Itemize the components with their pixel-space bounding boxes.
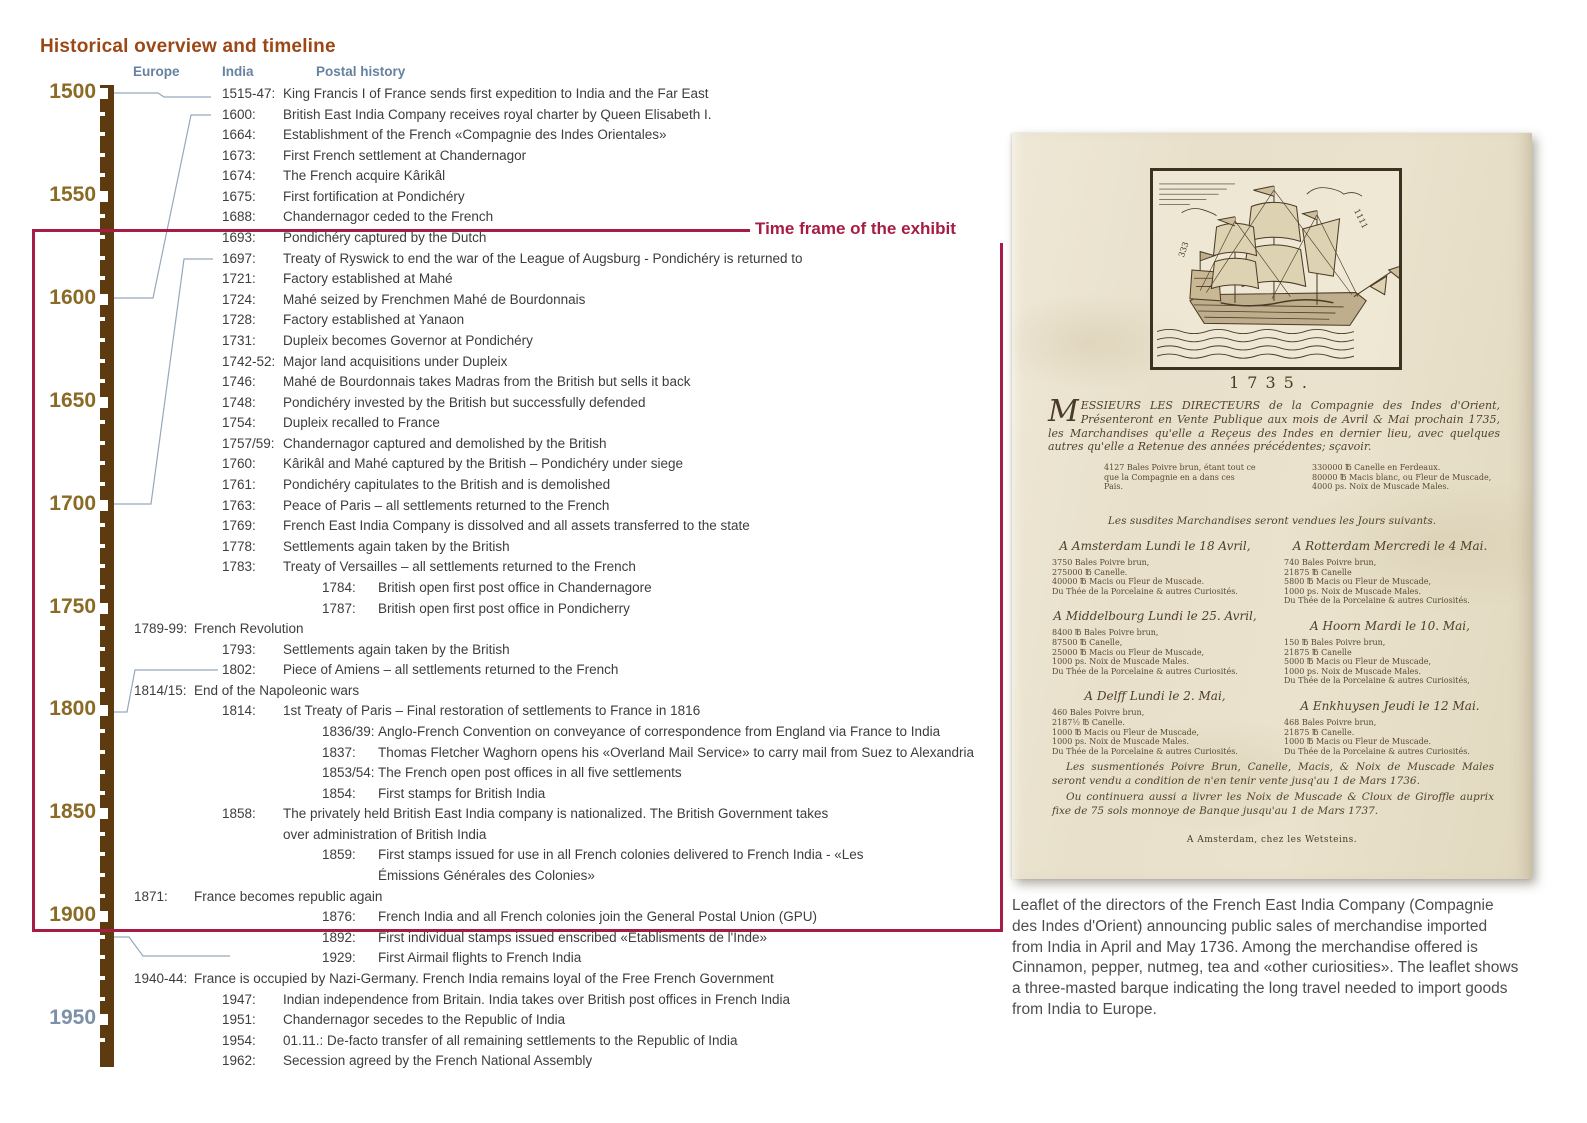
entry-year: 1940-44: — [134, 970, 188, 986]
leaflet-intro-text: ESSIEURS LES DIRECTEURS de la Compagnie des Indes d'Orient, Présenteront en Vente Publique aux mois de Avril & Mai prochain 1735, les Marchandises qu'elle a Reçeus des Indes en dernier lieu, avec quelques autres qu'elle a Retenue des années précédentes; sçavoir. — [1048, 399, 1500, 454]
timeline-entry — [0, 578, 1000, 599]
entry-year: 1746: — [222, 374, 256, 390]
timeline-entry — [0, 269, 1000, 290]
column-header-postal-history: Postal history — [316, 64, 406, 79]
sale-item: 5000 ℔ Macis ou Fleur de Muscade, — [1284, 657, 1432, 667]
entry-year: 1693: — [222, 230, 256, 246]
entry-text: Factory established at Yanaon — [283, 312, 465, 328]
entry-text: Anglo-French Convention on conveyance of correspondence from England via France to India — [378, 723, 941, 739]
entry-year: 1814: — [222, 703, 256, 719]
timeline-year-label: 1800 — [49, 697, 96, 721]
entry-year: 1929: — [322, 950, 356, 966]
timeline-entry — [0, 249, 1000, 270]
timeline-entry — [0, 207, 1000, 228]
entry-text: Chandernagor captured and demolished by the British — [283, 435, 607, 451]
timeline-entry — [0, 722, 1000, 743]
entry-text: Dupleix becomes Governor at Pondichéry — [283, 332, 533, 348]
timeline-entry — [0, 660, 1000, 681]
sale-item: Du Thée de la Porcelaine & autres Curiosités, — [1284, 676, 1470, 686]
entry-text: Indian independence from Britain. India takes over British post offices in French India — [283, 991, 791, 1007]
timeline-year-label: 1550 — [49, 182, 96, 206]
sale-city-date: A Amsterdam Lundi le 18 Avril, — [1059, 539, 1251, 553]
timeline-entry — [0, 434, 1000, 455]
leaflet-imprint: A Amsterdam, chez les Wetsteins. — [1186, 835, 1358, 845]
entry-year: 1673: — [222, 147, 256, 163]
entry-text: First fortification at Pondichéry — [283, 188, 465, 204]
sale-item: 40000 ℔ Macis ou Fleur de Muscade. — [1052, 577, 1205, 587]
sale-block — [1274, 619, 1506, 686]
entry-year: 1728: — [222, 312, 256, 328]
stock-list-right — [1312, 463, 1517, 492]
entry-text: First French settlement at Chandernagor — [283, 147, 527, 163]
leaflet-intro-paragraph — [1048, 394, 1500, 454]
entry-text: The French open post offices in all five settlements — [378, 765, 682, 781]
svg-text:1111: 1111 — [1352, 207, 1371, 231]
timeline-entry — [0, 372, 1000, 393]
entry-year: 1675: — [222, 188, 256, 204]
timeline-entry — [0, 599, 1000, 620]
entry-year: 1814/15: — [134, 682, 187, 698]
entry-year: 1697: — [222, 250, 256, 266]
entry-year: 1731: — [222, 332, 256, 348]
timeline-entry — [0, 619, 1000, 640]
sale-city-date: A Delff Lundi le 2. Mai, — [1084, 689, 1226, 704]
entry-year: 1858: — [222, 806, 256, 822]
entry-year: 1784: — [322, 579, 356, 595]
timeline-entry — [0, 557, 1000, 578]
stock-line: Pais. — [1104, 482, 1123, 492]
entry-text: France becomes republic again — [194, 888, 383, 904]
entry-text: Mahé seized by Frenchmen Mahé de Bourdonnais — [283, 291, 586, 307]
column-header-india: India — [222, 64, 254, 79]
timeline-entry — [0, 228, 1000, 249]
entry-year: 1721: — [222, 271, 256, 287]
sale-city-date: A Hoorn Mardi le 10. Mai, — [1310, 618, 1470, 633]
timeline-entry — [0, 290, 1000, 311]
timeline-entry — [0, 331, 1000, 352]
sale-block — [1042, 609, 1268, 676]
entry-year: 1837: — [322, 744, 356, 760]
sale-item: Du Thée de la Porcelaine & autres Curiosités. — [1284, 596, 1470, 606]
leaflet-scan — [1012, 133, 1532, 879]
timeline-year-label: 1950 — [49, 1006, 96, 1030]
entry-text: Settlements again taken by the British — [283, 641, 510, 657]
entry-text: Pondichéry captured by the Dutch — [283, 230, 487, 246]
entry-year: 1688: — [222, 209, 256, 225]
entry-year: 1954: — [222, 1032, 256, 1048]
entry-text: Treaty of Ryswick to end the war of the League of Augsburg - Pondichéry is returned to — [283, 250, 803, 266]
timeline-entry — [0, 352, 1000, 373]
entry-year: 1754: — [222, 415, 256, 431]
timeline-year-label: 1900 — [49, 903, 96, 927]
sale-item: 1000 ps. Noix de Muscade Males. — [1284, 586, 1422, 596]
entry-year: 1951: — [222, 1012, 256, 1028]
sale-item: 5800 ℔ Macis ou Fleur de Muscade, — [1284, 577, 1432, 587]
entry-year: 1674: — [222, 168, 256, 184]
entry-year: 1757/59: — [222, 435, 275, 451]
leaflet-drop-cap: M — [1048, 394, 1079, 429]
exhibit-frame-label: Time frame of the exhibit — [755, 219, 956, 238]
timeline-entry — [0, 146, 1000, 167]
timeline-year-label: 1650 — [49, 388, 96, 412]
stock-line: 330000 ℔ Canelle en Ferdeaux. — [1312, 463, 1441, 472]
sale-item: Du Thée de la Porcelaine & autres Curiosités. — [1284, 746, 1470, 756]
entry-year: 1600: — [222, 106, 256, 122]
entry-text: 01.11.: De-facto transfer of all remaining settlements to the Republic of India — [283, 1032, 738, 1048]
leaflet-closing-paragraph: Les susmentionés Poivre Brun, Canelle, Macis, & Noix de Muscade Males seront vendu a condition de n'en tenir vente jusq'au 1 de Mars 1736. — [1052, 761, 1494, 787]
entry-text: Émissions Générales des Colonies» — [378, 868, 595, 884]
sale-item: 468 Bales Poivre brun, — [1284, 717, 1377, 727]
timeline-entry — [0, 125, 1000, 146]
timeline-entry — [0, 763, 1000, 784]
timeline-entry — [0, 804, 1000, 845]
entry-year: 1859: — [322, 847, 356, 863]
sale-item: 740 Bales Poivre brun, — [1284, 558, 1377, 567]
entry-year: 1853/54: — [322, 765, 375, 781]
entry-year: 1836/39: — [322, 723, 375, 739]
stock-line: 4000 ps. Noix de Muscade Males. — [1312, 482, 1450, 492]
timeline-entry — [0, 990, 1000, 1011]
timeline-entry — [0, 743, 1000, 764]
three-masted-barque-woodcut — [1153, 171, 1399, 367]
sales-column-left — [1042, 539, 1268, 769]
sale-item: 460 Bales Poivre brun, — [1052, 708, 1145, 718]
sales-column-right — [1274, 539, 1506, 769]
sale-item: 3750 Bales Poivre brun, — [1052, 558, 1150, 567]
entry-year: 1769: — [222, 518, 256, 534]
entry-text: French Revolution — [194, 621, 304, 637]
entry-year: 1892: — [322, 929, 356, 945]
entry-text: Establishment of the French «Compagnie des Indes Orientales» — [283, 127, 667, 143]
stock-line: que la Compagnie en a dans ces — [1104, 472, 1235, 482]
sale-item: 21875 ℔ Canelle — [1284, 647, 1352, 657]
sale-note: Les susdites Marchandises seront vendues les Jours suivants. — [1107, 515, 1437, 527]
entry-text: The French acquire Kârikâl — [283, 168, 446, 184]
leaflet-caption: Leaflet of the directors of the French East India Company (Compagnie des Indes d'Orient) announcing public sales of merchandise imported from India in April and May 1736. Among the merchandise offered is Cinnamon, pepper, nutmeg, tea and «other curiosities». The leaflet shows a three-masted barque indicating the long travel needed to import goods from India to Europe. — [1012, 897, 1519, 1018]
timeline-entry — [0, 105, 1000, 126]
entry-text: First individual stamps issued enscribed «Etablisments de l'Inde» — [378, 929, 768, 945]
entry-text: Pondichéry capitulates to the British and is demolished — [283, 477, 611, 493]
entry-text: Treaty of Versailles – all settlements returned to the French — [283, 559, 636, 575]
timeline-entry — [0, 701, 1000, 722]
page-title: Historical overview and timeline — [40, 36, 336, 57]
entry-year: 1761: — [222, 477, 256, 493]
entry-year: 1793: — [222, 641, 256, 657]
entry-text: French India and all French colonies join the General Postal Union (GPU) — [378, 909, 817, 925]
sale-city-date: A Enkhuysen Jeudi le 12 Mai. — [1300, 698, 1480, 713]
entry-year: 1876: — [322, 909, 356, 925]
entry-year: 1748: — [222, 394, 256, 410]
entry-year: 1760: — [222, 456, 256, 472]
entry-text: Settlements again taken by the British — [283, 538, 510, 554]
entry-text: Kârikâl and Mahé captured by the British – Pondichéry under siege — [283, 456, 683, 472]
timeline-entry — [0, 1010, 1000, 1031]
entry-text: British open first post office in Chandernagore — [378, 579, 652, 595]
stock-line: 4127 Bales Poivre brun, étant tout ce — [1104, 463, 1256, 472]
entry-text: 1st Treaty of Paris – Final restoration of settlements to France in 1816 — [283, 703, 701, 719]
sale-item: 1000 ps. Noix de Muscade Males. — [1052, 657, 1190, 667]
sale-item: 21875 ℔ Canelle. — [1284, 727, 1355, 737]
entry-year: 1664: — [222, 127, 256, 143]
entry-year: 1871: — [134, 888, 168, 904]
entry-year: 1854: — [322, 785, 356, 801]
entry-text: Piece of Amiens – all settlements returned to the French — [283, 662, 619, 678]
entry-year: 1515-47: — [222, 86, 276, 101]
entry-year: 1787: — [322, 600, 356, 616]
timeline-entry — [0, 187, 1000, 208]
sale-item: Du Thée de la Porcelaine & autres Curiosités. — [1052, 586, 1238, 596]
timeline-entry — [0, 454, 1000, 475]
entry-text: King Francis I of France sends first expedition to India and the Far East — [283, 86, 709, 101]
stock-list-left — [1104, 463, 1294, 492]
sale-item: 1000 ps. Noix de Muscade Males. — [1284, 666, 1422, 676]
timeline-entry — [0, 640, 1000, 661]
entry-text: Chandernagor secedes to the Republic of India — [283, 1012, 566, 1028]
sale-city-date: A Middelbourg Lundi le 25. Avril, — [1053, 609, 1257, 624]
timeline-entry — [0, 887, 1000, 908]
entry-year: 1724: — [222, 291, 256, 307]
entry-text: End of the Napoleonic wars — [194, 682, 360, 698]
entry-year: 1783: — [222, 559, 256, 575]
entry-text: Factory established at Mahé — [283, 271, 453, 287]
sale-block — [1274, 539, 1506, 606]
sale-city-date: A Rotterdam Mercredi le 4 Mai. — [1292, 539, 1488, 553]
timeline-entry — [0, 907, 1000, 928]
timeline-year-label: 1700 — [49, 491, 96, 515]
timeline-entry — [0, 928, 1000, 949]
timeline-entry — [0, 948, 1000, 969]
timeline-entry — [0, 310, 1000, 331]
sale-item: 8400 ℔ Bales Poivre brun, — [1052, 628, 1159, 638]
timeline-entry — [0, 496, 1000, 517]
entry-text: over administration of British India — [283, 826, 487, 842]
timeline-entry — [0, 84, 1000, 105]
sale-item: 1000 ℔ Macis ou Fleur de Muscade. — [1284, 737, 1432, 747]
entry-text: French East India Company is dissolved and all assets transferred to the state — [283, 518, 750, 534]
sale-block — [1042, 689, 1268, 756]
sale-item: 21875 ℔ Canelle — [1284, 567, 1352, 577]
sale-item: 1000 ℔ Macis ou Fleur de Muscade, — [1052, 727, 1200, 737]
entry-text: Major land acquisitions under Dupleix — [283, 353, 508, 369]
entry-text: First stamps issued for use in all French colonies delivered to French India - «Les — [378, 847, 864, 863]
timeline-entry — [0, 1051, 1000, 1072]
entry-year: 1789-99: — [134, 621, 188, 637]
timeline-entry — [0, 166, 1000, 187]
timeline-entry — [0, 516, 1000, 537]
timeline-entry — [0, 681, 1000, 702]
entry-text: Dupleix recalled to France — [283, 415, 440, 431]
entry-text: Secession agreed by the French National Assembly — [283, 1053, 593, 1069]
column-header-europe: Europe — [133, 64, 180, 79]
leaflet-closing-paragraphs — [1052, 761, 1494, 821]
exhibit-frame-border-right — [1000, 243, 1003, 932]
timeline-year-label: 1850 — [49, 800, 96, 824]
entry-text: France is occupied by Nazi-Germany. French India remains loyal of the Free French Government — [194, 970, 774, 986]
sale-item: Du Thée de la Porcelaine & autres Curiosités. — [1052, 666, 1238, 676]
timeline-year-label: 1600 — [49, 285, 96, 309]
timeline-entry — [0, 969, 1000, 990]
entry-text: Chandernagor ceded to the French — [283, 209, 494, 225]
leaflet-year-heading: 1735. — [1229, 373, 1315, 392]
sale-item: 87500 ℔ Canelle, — [1052, 637, 1123, 647]
entry-year: 1763: — [222, 497, 256, 513]
entry-year: 1962: — [222, 1053, 256, 1069]
entry-year: 1802: — [222, 662, 256, 678]
entry-text: British East India Company receives royal charter by Queen Elisabeth I. — [283, 106, 712, 122]
entry-text: Mahé de Bourdonnais takes Madras from the British but sells it back — [283, 374, 691, 390]
entry-text: The privately held British East India company is nationalized. The British Government takes — [283, 806, 829, 822]
entry-text: Pondichéry invested by the British but successfully defended — [283, 394, 646, 410]
timeline-entry — [0, 413, 1000, 434]
sale-item: 2187½ ℔ Canelle. — [1052, 717, 1125, 727]
sale-item: 1000 ps. Noix de Muscade Males. — [1052, 737, 1190, 747]
timeline-entry — [0, 475, 1000, 496]
entry-text: British open first post office in Pondicherry — [378, 600, 630, 616]
timeline-entry — [0, 784, 1000, 805]
entry-year: 1778: — [222, 538, 256, 554]
entry-text: First Airmail flights to French India — [378, 950, 582, 966]
timeline-entry — [0, 537, 1000, 558]
stock-line: 80000 ℔ Macis blanc, ou Fleur de Muscade, — [1312, 472, 1492, 482]
entry-text: Peace of Paris – all settlements returned to the French — [283, 497, 610, 513]
svg-text:333: 333 — [1176, 240, 1191, 259]
timeline-year-label: 1750 — [49, 594, 96, 618]
entry-text: Thomas Fletcher Waghorn opens his «Overland Mail Service» to carry mail from Suez to Alexandria — [378, 744, 975, 760]
sale-item: 25000 ℔ Macis ou Fleur de Muscade, — [1052, 647, 1205, 657]
entry-year: 1947: — [222, 991, 256, 1007]
sale-item: Du Thée de la Porcelaine & autres Curiosités. — [1052, 746, 1238, 756]
timeline-entry — [0, 1031, 1000, 1052]
leaflet-closing-paragraph: Ou continuera aussi a livrer les Noix de Muscade & Cloux de Giroffle auprix fixe de 75 sols monnoye de Banque jusqu'au 1 de Mars 1737. — [1052, 791, 1494, 817]
entry-text: First stamps for British India — [378, 785, 546, 801]
timeline-entry — [0, 393, 1000, 414]
sale-item: 150 ℔ Bales Poivre brun, — [1284, 637, 1386, 647]
entry-year: 1742-52: — [222, 353, 276, 369]
timeline-year-label: 1500 — [49, 80, 96, 103]
sale-block — [1042, 539, 1268, 596]
sale-block — [1274, 699, 1506, 756]
ship-engraving — [1150, 168, 1402, 370]
timeline-entry — [0, 845, 1000, 886]
sale-item: 275000 ℔ Canelle. — [1052, 567, 1128, 577]
